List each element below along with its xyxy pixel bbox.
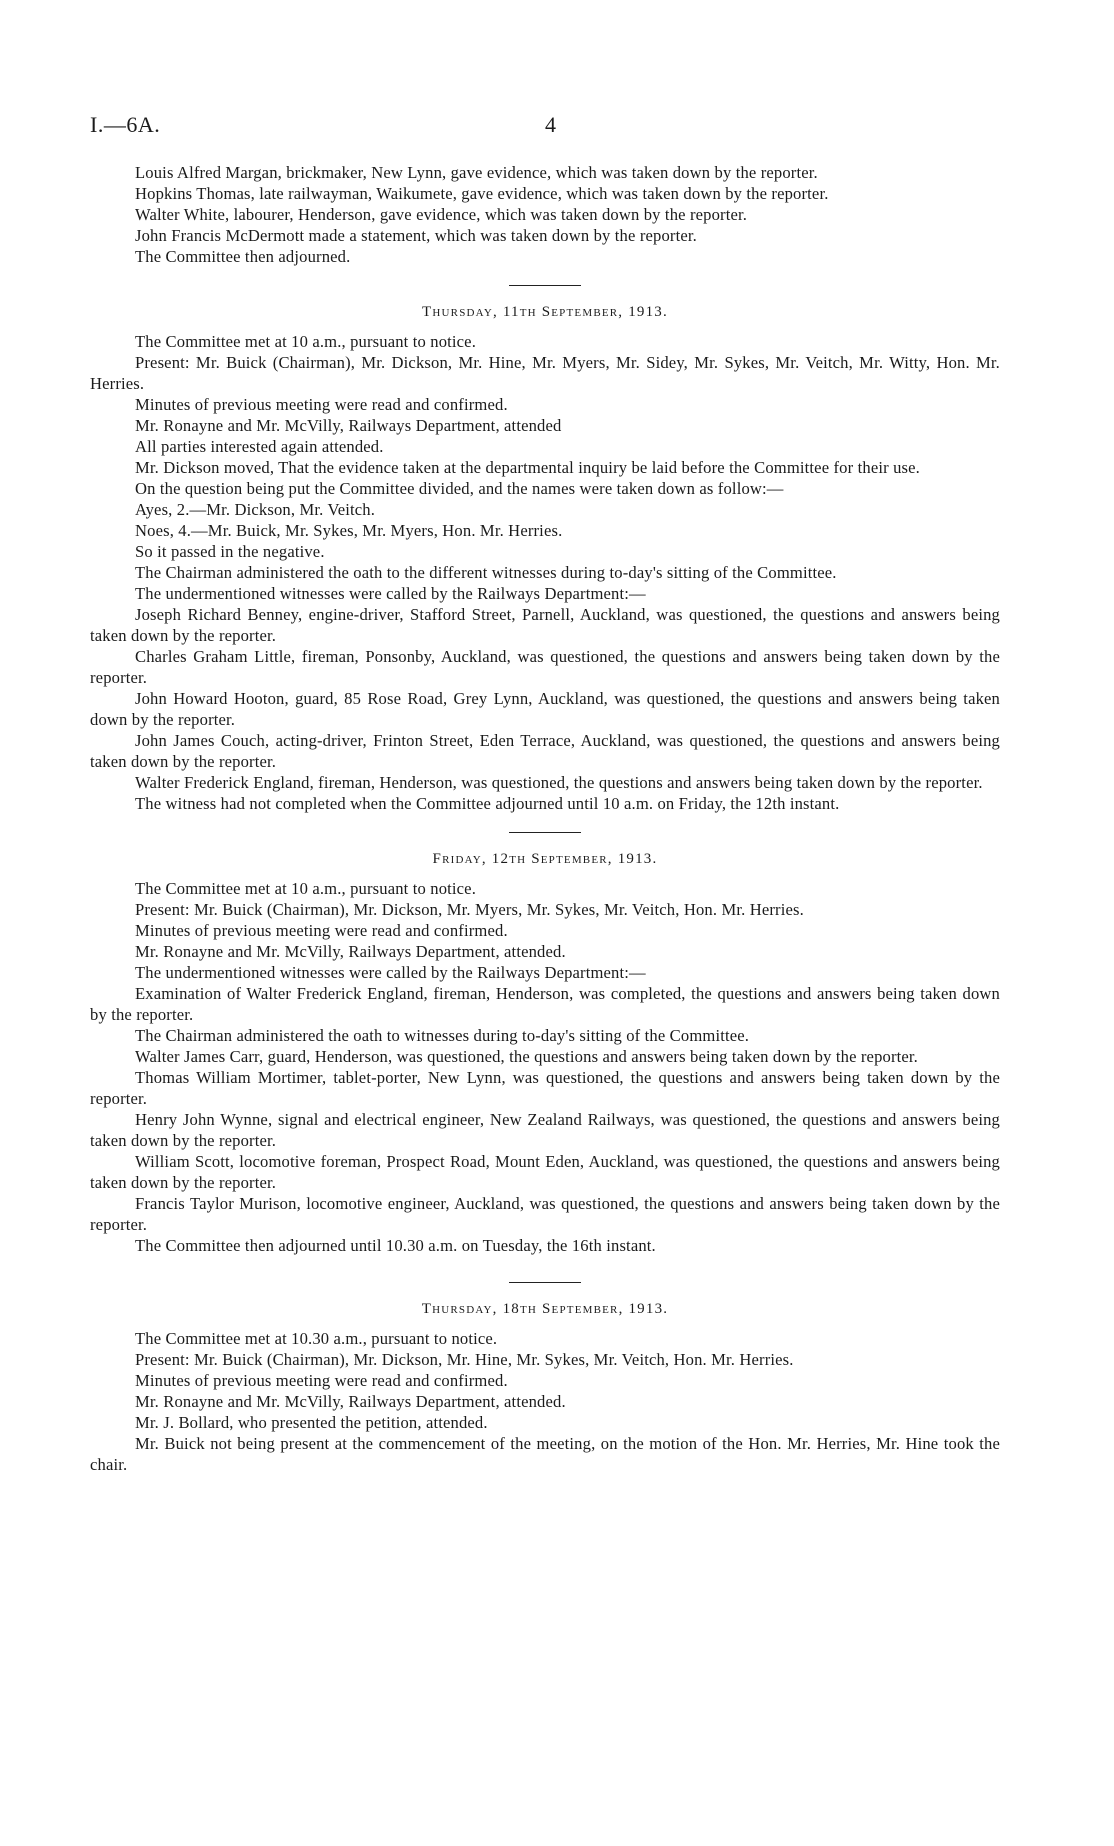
paragraph: Mr. Ronayne and Mr. McVilly, Railways Department, attended. bbox=[135, 942, 566, 961]
paragraph: Louis Alfred Margan, brickmaker, New Lynn, gave evidence, which was taken down by the reporter. bbox=[135, 163, 818, 182]
opening-minutes bbox=[90, 162, 1000, 267]
paragraph: Walter White, labourer, Henderson, gave evidence, which was taken down by the reporter. bbox=[135, 205, 748, 224]
paragraph: Joseph Richard Benney, engine-driver, Stafford Street, Parnell, Auckland, was questioned, the questions and answers being taken down by the reporter. bbox=[90, 605, 1000, 645]
paragraph: Present: Mr. Buick (Chairman), Mr. Dickson, Mr. Myers, Mr. Sykes, Mr. Veitch, Hon. Mr. Herries. bbox=[135, 900, 804, 919]
paragraph: On the question being put the Committee divided, and the names were taken down as follow:— bbox=[135, 479, 784, 498]
paragraph: The Committee met at 10 a.m., pursuant to notice. bbox=[135, 879, 476, 898]
paragraph: John Francis McDermott made a statement, which was taken down by the reporter. bbox=[135, 226, 697, 245]
paragraph: The undermentioned witnesses were called by the Railways Department:— bbox=[135, 584, 646, 603]
paragraph: Mr. Dickson moved, That the evidence taken at the departmental inquiry be laid before the Committee for their use. bbox=[135, 458, 920, 477]
paragraph: Walter James Carr, guard, Henderson, was questioned, the questions and answers being taken down by the reporter. bbox=[135, 1047, 918, 1066]
meeting-section bbox=[90, 1301, 1000, 1475]
paragraph: Present: Mr. Buick (Chairman), Mr. Dickson, Mr. Hine, Mr. Sykes, Mr. Veitch, Hon. Mr. Herries. bbox=[135, 1350, 794, 1369]
section-divider bbox=[509, 1282, 581, 1283]
meeting-section bbox=[90, 851, 1000, 1256]
paragraph: The Chairman administered the oath to the different witnesses during to-day's sitting of the Committee. bbox=[135, 563, 837, 582]
paragraph: William Scott, locomotive foreman, Prospect Road, Mount Eden, Auckland, was questioned, the questions and answers being taken down by the reporter. bbox=[90, 1152, 1000, 1192]
meeting-date-heading: Friday, 12th September, 1913. bbox=[432, 851, 658, 867]
section-divider bbox=[509, 285, 581, 286]
meeting-date-heading: Thursday, 18th September, 1913. bbox=[421, 1301, 669, 1317]
paragraph: Walter Frederick England, fireman, Henderson, was questioned, the questions and answers being taken down by the reporter. bbox=[135, 773, 983, 792]
paragraph: The witness had not completed when the Committee adjourned until 10 a.m. on Friday, the 12th instant. bbox=[135, 794, 840, 813]
paragraph: Mr. Buick not being present at the commencement of the meeting, on the motion of the Hon. Mr. Herries, Mr. Hine took the chair. bbox=[90, 1434, 1000, 1474]
document-reference: I.—6A. bbox=[90, 112, 161, 137]
paragraph: Francis Taylor Murison, locomotive engineer, Auckland, was questioned, the questions and answers being taken down by the reporter. bbox=[90, 1194, 1000, 1234]
paragraph: Hopkins Thomas, late railwayman, Waikumete, gave evidence, which was taken down by the reporter. bbox=[135, 184, 829, 203]
paragraph: The Committee then adjourned until 10.30 a.m. on Tuesday, the 16th instant. bbox=[135, 1236, 656, 1255]
paragraph: All parties interested again attended. bbox=[135, 437, 384, 456]
paragraph: Noes, 4.—Mr. Buick, Mr. Sykes, Mr. Myers, Hon. Mr. Herries. bbox=[135, 521, 563, 540]
paragraph: Minutes of previous meeting were read and confirmed. bbox=[135, 921, 508, 940]
paragraph: Ayes, 2.—Mr. Dickson, Mr. Veitch. bbox=[135, 500, 376, 519]
meeting-section bbox=[90, 304, 1000, 814]
page-number: 4 bbox=[545, 112, 556, 137]
paragraph: Thomas William Mortimer, tablet-porter, New Lynn, was questioned, the questions and answers being taken down by the reporter. bbox=[90, 1068, 1000, 1108]
page-header bbox=[90, 112, 1000, 150]
meeting-date-heading: Thursday, 11th September, 1913. bbox=[422, 304, 668, 320]
paragraph: Charles Graham Little, fireman, Ponsonby, Auckland, was questioned, the questions and answers being taken down by the reporter. bbox=[90, 647, 1000, 687]
document-page bbox=[90, 112, 1000, 1475]
paragraph: The undermentioned witnesses were called by the Railways Department:— bbox=[135, 963, 646, 982]
paragraph: Examination of Walter Frederick England, fireman, Henderson, was completed, the questions and answers being taken down by the reporter. bbox=[90, 984, 1000, 1024]
paragraph: Minutes of previous meeting were read and confirmed. bbox=[135, 395, 508, 414]
paragraph: The Chairman administered the oath to witnesses during to-day's sitting of the Committee. bbox=[135, 1026, 750, 1045]
paragraph: Mr. Ronayne and Mr. McVilly, Railways Department, attended. bbox=[135, 1392, 566, 1411]
paragraph: John James Couch, acting-driver, Frinton Street, Eden Terrace, Auckland, was questioned, the questions and answers being taken down by the reporter. bbox=[90, 731, 1000, 771]
paragraph: Minutes of previous meeting were read and confirmed. bbox=[135, 1371, 508, 1390]
paragraph: The Committee met at 10.30 a.m., pursuant to notice. bbox=[135, 1329, 498, 1348]
paragraph: Mr. Ronayne and Mr. McVilly, Railways Department, attended bbox=[135, 416, 562, 435]
paragraph: John Howard Hooton, guard, 85 Rose Road, Grey Lynn, Auckland, was questioned, the questions and answers being taken down by the reporter. bbox=[90, 689, 1000, 729]
paragraph: The Committee met at 10 a.m., pursuant to notice. bbox=[135, 332, 476, 351]
paragraph: The Committee then adjourned. bbox=[135, 247, 351, 266]
paragraph: Mr. J. Bollard, who presented the petition, attended. bbox=[135, 1413, 488, 1432]
paragraph: So it passed in the negative. bbox=[135, 542, 325, 561]
section-divider bbox=[509, 832, 581, 833]
paragraph: Henry John Wynne, signal and electrical engineer, New Zealand Railways, was questioned, the questions and answers being taken down by the reporter. bbox=[90, 1110, 1000, 1150]
paragraph: Present: Mr. Buick (Chairman), Mr. Dickson, Mr. Hine, Mr. Myers, Mr. Sidey, Mr. Sykes, Mr. Veitch, Mr. Witty, Hon. Mr. Herries. bbox=[90, 353, 1000, 393]
